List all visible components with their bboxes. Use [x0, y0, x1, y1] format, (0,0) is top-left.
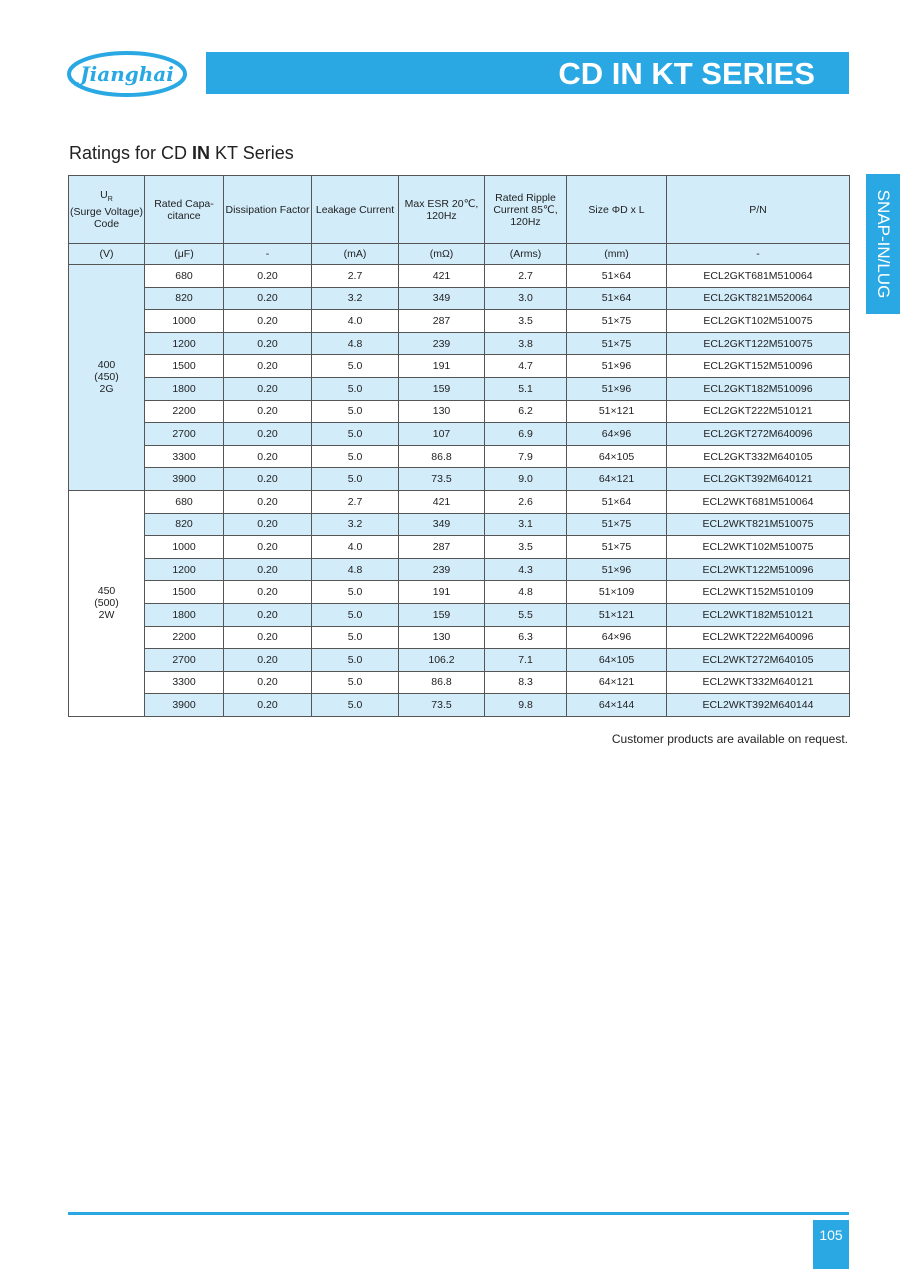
table-cell: 820	[145, 287, 224, 310]
table-cell: 4.8	[312, 558, 399, 581]
table-cell: 51×75	[567, 513, 667, 536]
voltage-group-cell	[69, 490, 145, 716]
table-cell: ECL2WKT332M640121	[667, 671, 850, 694]
table-cell: 9.8	[485, 694, 567, 717]
voltage-group-line: (450)	[94, 371, 119, 384]
table-cell: 191	[399, 581, 485, 604]
table-cell: 5.5	[485, 603, 567, 626]
table-cell: 9.0	[485, 468, 567, 491]
side-tab-label: SNAP-IN/LUG	[874, 189, 893, 299]
table-cell: 6.2	[485, 400, 567, 423]
table-cell: 86.8	[399, 671, 485, 694]
table-cell: 5.0	[312, 377, 399, 400]
table-cell: 0.20	[224, 490, 312, 513]
table-row	[69, 581, 850, 604]
table-cell: 4.8	[312, 332, 399, 355]
table-cell: 51×109	[567, 581, 667, 604]
table-cell: 0.20	[224, 603, 312, 626]
table-row	[69, 400, 850, 423]
table-cell: 0.20	[224, 536, 312, 559]
table-cell: 1500	[145, 355, 224, 378]
table-cell: 1200	[145, 558, 224, 581]
table-cell: 64×121	[567, 671, 667, 694]
table-cell: 51×96	[567, 377, 667, 400]
unit-cell: (mm)	[567, 244, 667, 265]
header-leakage: Leakage Current	[312, 176, 399, 244]
table-cell: 3300	[145, 445, 224, 468]
table-cell: ECL2GKT681M510064	[667, 265, 850, 288]
table-cell: ECL2WKT122M510096	[667, 558, 850, 581]
table-row	[69, 649, 850, 672]
jianghai-logo	[66, 50, 188, 98]
side-tab	[866, 174, 900, 314]
table-cell: ECL2WKT152M510109	[667, 581, 850, 604]
table-cell: 1800	[145, 377, 224, 400]
table-cell: 1000	[145, 536, 224, 559]
table-cell: 130	[399, 626, 485, 649]
table-row	[69, 626, 850, 649]
table-row	[69, 671, 850, 694]
table-cell: 0.20	[224, 694, 312, 717]
table-row	[69, 265, 850, 288]
table-cell: 86.8	[399, 445, 485, 468]
table-row	[69, 355, 850, 378]
table-cell: 3.5	[485, 536, 567, 559]
table-cell: 1800	[145, 603, 224, 626]
table-cell: 107	[399, 423, 485, 446]
table-cell: 6.9	[485, 423, 567, 446]
table-cell: 1000	[145, 310, 224, 333]
table-cell: 0.20	[224, 445, 312, 468]
table-cell: 0.20	[224, 649, 312, 672]
table-row	[69, 468, 850, 491]
table-row	[69, 558, 850, 581]
table-cell: ECL2WKT102M510075	[667, 536, 850, 559]
table-cell: 5.0	[312, 468, 399, 491]
table-cell: 64×96	[567, 626, 667, 649]
table-cell: ECL2WKT681M510064	[667, 490, 850, 513]
table-cell: 287	[399, 310, 485, 333]
table-cell: 0.20	[224, 581, 312, 604]
table-cell: 2.6	[485, 490, 567, 513]
table-cell: 421	[399, 265, 485, 288]
table-cell: 2.7	[485, 265, 567, 288]
table-cell: 0.20	[224, 400, 312, 423]
table-cell: ECL2GKT182M510096	[667, 377, 850, 400]
unit-cell: (V)	[69, 244, 145, 265]
table-cell: 680	[145, 490, 224, 513]
table-cell: 73.5	[399, 694, 485, 717]
table-cell: 4.0	[312, 310, 399, 333]
table-cell: 130	[399, 400, 485, 423]
table-cell: ECL2GKT152M510096	[667, 355, 850, 378]
table-cell: 5.0	[312, 581, 399, 604]
table-cell: ECL2WKT222M640096	[667, 626, 850, 649]
page-title: CD IN KT SERIES	[558, 56, 815, 91]
voltage-group-line: 2G	[99, 383, 114, 396]
table-cell: 51×121	[567, 400, 667, 423]
table-cell: ECL2GKT122M510075	[667, 332, 850, 355]
table-cell: 0.20	[224, 558, 312, 581]
table-cell: 64×105	[567, 649, 667, 672]
header-pn: P/N	[667, 176, 850, 244]
unit-cell: (mΩ)	[399, 244, 485, 265]
table-cell: 4.8	[485, 581, 567, 604]
table-cell: 5.1	[485, 377, 567, 400]
table-cell: 7.9	[485, 445, 567, 468]
table-cell: 5.0	[312, 649, 399, 672]
table-cell: 106.2	[399, 649, 485, 672]
header-ur: $U_R$ (Surge Voltage) Code	[69, 176, 145, 244]
unit-cell: (μF)	[145, 244, 224, 265]
table-cell: ECL2WKT182M510121	[667, 603, 850, 626]
header-capacitance: Rated Capa- citance	[145, 176, 224, 244]
table-cell: 159	[399, 603, 485, 626]
table-cell: 0.20	[224, 671, 312, 694]
table-row	[69, 513, 850, 536]
table-cell: 2.7	[312, 490, 399, 513]
table-cell: ECL2WKT821M510075	[667, 513, 850, 536]
table-cell: 51×64	[567, 287, 667, 310]
table-cell: ECL2GKT272M640096	[667, 423, 850, 446]
table-cell: 680	[145, 265, 224, 288]
header-esr: Max ESR 20℃, 120Hz	[399, 176, 485, 244]
table-cell: 51×75	[567, 536, 667, 559]
table-cell: 2700	[145, 423, 224, 446]
table-row	[69, 603, 850, 626]
unit-cell: -	[224, 244, 312, 265]
unit-cell: (mA)	[312, 244, 399, 265]
table-cell: 51×121	[567, 603, 667, 626]
header-dissipation: Dissipation Factor	[224, 176, 312, 244]
table-cell: 64×144	[567, 694, 667, 717]
table-cell: ECL2GKT222M510121	[667, 400, 850, 423]
voltage-group-line: 400	[97, 359, 116, 372]
table-cell: 3300	[145, 671, 224, 694]
table-cell: 4.3	[485, 558, 567, 581]
table-row	[69, 536, 850, 559]
unit-cell: (Arms)	[485, 244, 567, 265]
table-cell: 5.0	[312, 445, 399, 468]
table-row	[69, 445, 850, 468]
table-cell: 3.0	[485, 287, 567, 310]
table-cell: 5.0	[312, 626, 399, 649]
table-row	[69, 287, 850, 310]
voltage-group-cell	[69, 265, 145, 491]
table-cell: 349	[399, 513, 485, 536]
table-cell: 0.20	[224, 513, 312, 536]
table-row	[69, 310, 850, 333]
availability-note: Customer products are available on request.	[611, 732, 848, 746]
table-cell: 349	[399, 287, 485, 310]
table-cell: 421	[399, 490, 485, 513]
header-ripple: Rated Ripple Current 85℃, 120Hz	[485, 176, 567, 244]
table-cell: 3.8	[485, 332, 567, 355]
table-cell: ECL2GKT332M640105	[667, 445, 850, 468]
table-cell: 0.20	[224, 355, 312, 378]
table-cell: 3900	[145, 468, 224, 491]
table-cell: 3.5	[485, 310, 567, 333]
table-cell: 4.7	[485, 355, 567, 378]
table-cell: 51×96	[567, 355, 667, 378]
table-cell: ECL2WKT272M640105	[667, 649, 850, 672]
table-cell: 51×64	[567, 265, 667, 288]
table-cell: 5.0	[312, 423, 399, 446]
voltage-group-line: (500)	[94, 597, 119, 610]
table-cell: 0.20	[224, 287, 312, 310]
table-cell: 0.20	[224, 377, 312, 400]
table-row	[69, 332, 850, 355]
table-cell: 239	[399, 558, 485, 581]
table-cell: 3900	[145, 694, 224, 717]
table-cell: 820	[145, 513, 224, 536]
table-cell: 0.20	[224, 626, 312, 649]
table-cell: 5.0	[312, 355, 399, 378]
logo-text: Jianghai	[80, 62, 174, 86]
table-cell: ECL2GKT392M640121	[667, 468, 850, 491]
table-cell: ECL2GKT821M520064	[667, 287, 850, 310]
table-cell: 5.0	[312, 694, 399, 717]
table-cell: 51×75	[567, 332, 667, 355]
table-cell: 51×75	[567, 310, 667, 333]
table-cell: 5.0	[312, 603, 399, 626]
table-cell: 159	[399, 377, 485, 400]
unit-cell: -	[667, 244, 850, 265]
table-cell: 1500	[145, 581, 224, 604]
table-cell: 0.20	[224, 265, 312, 288]
table-cell: 5.0	[312, 400, 399, 423]
table-row	[69, 694, 850, 717]
table-cell: 6.3	[485, 626, 567, 649]
table-cell: 191	[399, 355, 485, 378]
header-bar	[206, 52, 849, 94]
table-cell: 4.0	[312, 536, 399, 559]
table-cell: 2200	[145, 626, 224, 649]
table-cell: 51×64	[567, 490, 667, 513]
table-cell: 8.3	[485, 671, 567, 694]
table-cell: 3.2	[312, 513, 399, 536]
ratings-table	[68, 175, 850, 717]
table-cell: 73.5	[399, 468, 485, 491]
table-cell: ECL2GKT102M510075	[667, 310, 850, 333]
table-cell: 2200	[145, 400, 224, 423]
voltage-group-line: 450	[97, 585, 116, 598]
units-row	[69, 244, 850, 265]
table-cell: 5.0	[312, 671, 399, 694]
table-cell: 3.1	[485, 513, 567, 536]
section-title: Ratings for CD IN KT Series	[69, 143, 294, 163]
table-cell: 0.20	[224, 310, 312, 333]
table-cell: 64×96	[567, 423, 667, 446]
footer-line	[68, 1212, 849, 1215]
table-cell: 287	[399, 536, 485, 559]
table-cell: 7.1	[485, 649, 567, 672]
table-cell: 1200	[145, 332, 224, 355]
page-number: 105	[813, 1220, 849, 1269]
table-cell: 0.20	[224, 468, 312, 491]
table-cell: ECL2WKT392M640144	[667, 694, 850, 717]
voltage-group-line: 2W	[98, 609, 115, 622]
table-row	[69, 423, 850, 446]
table-cell: 2.7	[312, 265, 399, 288]
header-size: Size ΦD x L	[567, 176, 667, 244]
table-cell: 2700	[145, 649, 224, 672]
table-cell: 51×96	[567, 558, 667, 581]
table-cell: 64×105	[567, 445, 667, 468]
table-row	[69, 377, 850, 400]
table-row	[69, 490, 850, 513]
table-cell: 0.20	[224, 423, 312, 446]
header-row	[69, 176, 850, 244]
table-cell: 3.2	[312, 287, 399, 310]
table-cell: 64×121	[567, 468, 667, 491]
table-cell: 239	[399, 332, 485, 355]
table-cell: 0.20	[224, 332, 312, 355]
